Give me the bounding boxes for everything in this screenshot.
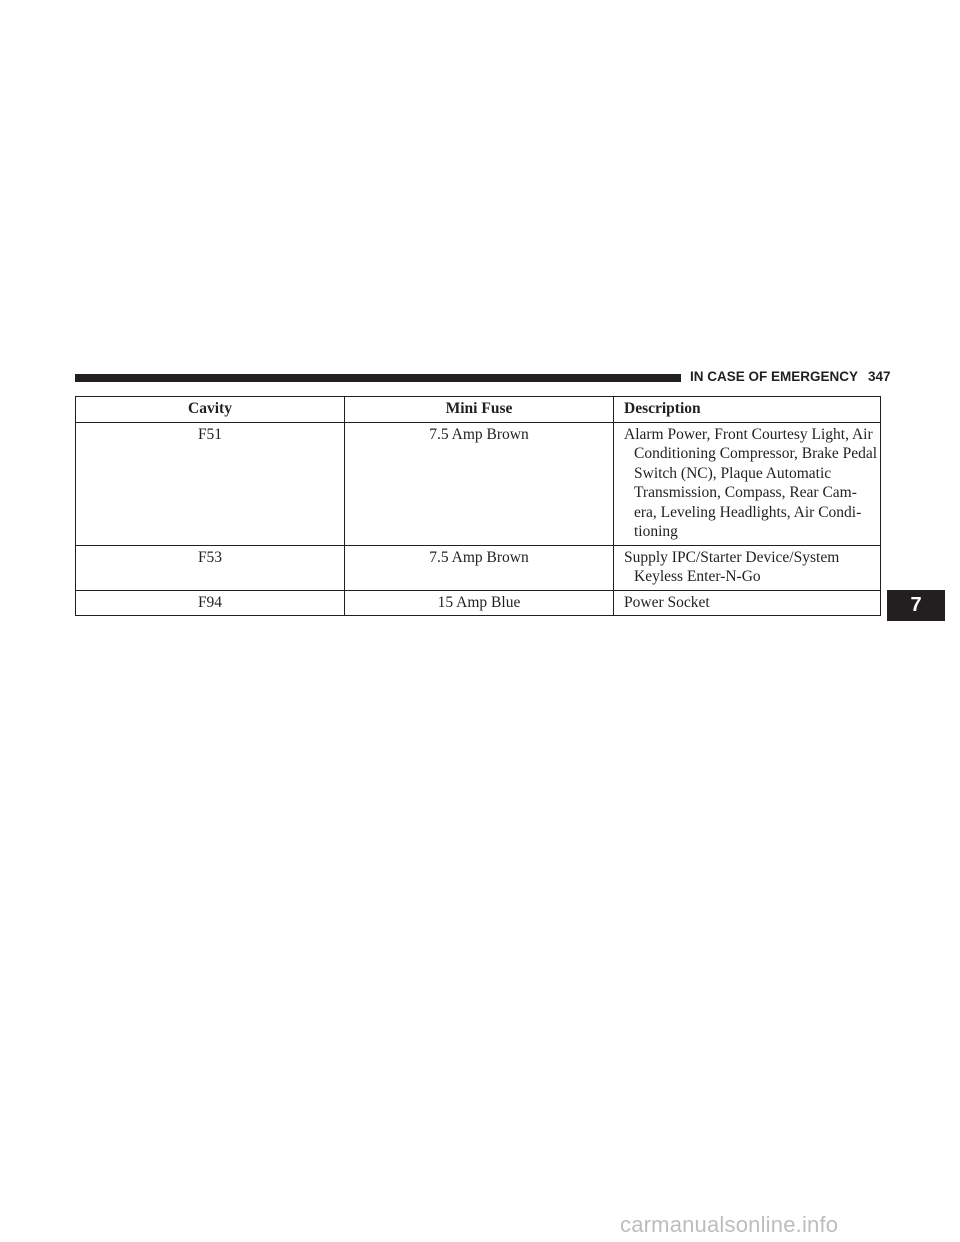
fuse-table: [75, 396, 881, 616]
column-header-description: Description: [614, 397, 881, 423]
description-cell: Power Socket: [614, 590, 881, 616]
table-row: [76, 590, 881, 616]
header-rule: [75, 374, 681, 382]
mini-fuse-cell: 7.5 Amp Brown: [345, 545, 614, 590]
cavity-cell: F94: [76, 590, 345, 616]
chapter-tab: 7: [887, 590, 945, 621]
mini-fuse-cell: 7.5 Amp Brown: [345, 422, 614, 545]
mini-fuse-cell: 15 Amp Blue: [345, 590, 614, 616]
description-cell: Alarm Power, Front Courtesy Light, Air Conditioning Compressor, Brake Pedal Switch (NC), Plaque Automatic Transmission, Compass, Rear Cam- era, Leveling Headlights, Air Condi- tioning: [614, 422, 881, 545]
cavity-cell: F51: [76, 422, 345, 545]
column-header-cavity: Cavity: [76, 397, 345, 423]
table-row: [76, 545, 881, 590]
section-title: IN CASE OF EMERGENCY: [690, 369, 859, 384]
running-header: [690, 368, 890, 386]
table-header-row: [76, 397, 881, 423]
page-number: 347: [868, 369, 891, 384]
table-row: [76, 422, 881, 545]
column-header-mini-fuse: Mini Fuse: [345, 397, 614, 423]
description-cell: Supply IPC/Starter Device/System Keyless Enter-N-Go: [614, 545, 881, 590]
watermark-text: carmanualsonline.info: [620, 1212, 839, 1237]
cavity-cell: F53: [76, 545, 345, 590]
